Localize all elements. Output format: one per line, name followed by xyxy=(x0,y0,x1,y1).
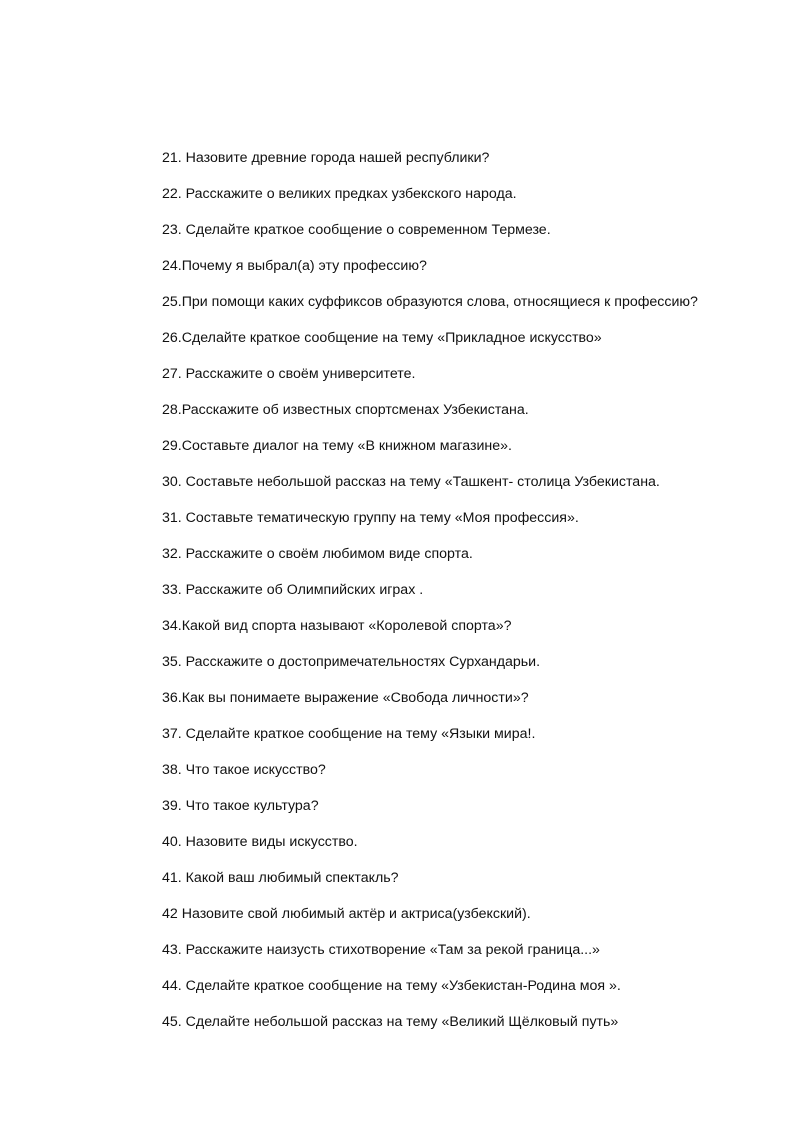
question-item: 23. Сделайте краткое сообщение о современном Термезе. xyxy=(162,222,551,238)
question-item: 26.Сделайте краткое сообщение на тему «Прикладное искусство» xyxy=(162,330,602,346)
question-item: 42 Назовите свой любимый актёр и актриса(узбекский). xyxy=(162,906,531,922)
question-item: 39. Что такое культура? xyxy=(162,798,319,814)
question-item: 35. Расскажите о достопримечательностях Сурхандарьи. xyxy=(162,654,541,670)
question-item: 31. Составьте тематическую группу на тему «Моя профессия». xyxy=(162,510,579,526)
question-item: 34.Какой вид спорта называют «Королевой спорта»? xyxy=(162,618,512,634)
question-item: 41. Какой ваш любимый спектакль? xyxy=(162,870,399,886)
question-item: 45. Сделайте небольшой рассказ на тему «Великий Щёлковый путь» xyxy=(162,1014,619,1030)
question-item: 29.Составьте диалог на тему «В книжном магазине». xyxy=(162,438,512,454)
question-item: 36.Как вы понимаете выражение «Свобода личности»? xyxy=(162,690,529,706)
question-item: 44. Сделайте краткое сообщение на тему «Узбекистан-Родина моя ». xyxy=(162,978,621,994)
question-item: 32. Расскажите о своём любимом виде спорта. xyxy=(162,546,473,562)
question-list xyxy=(162,147,762,1047)
question-item: 22. Расскажите о великих предках узбекского народа. xyxy=(162,186,517,202)
question-item: 40. Назовите виды искусство. xyxy=(162,834,358,850)
question-item: 33. Расскажите об Олимпийских играх . xyxy=(162,582,424,598)
question-item: 27. Расскажите о своём университете. xyxy=(162,366,416,382)
question-item: 21. Назовите древние города нашей республики? xyxy=(162,150,490,166)
question-item: 28.Расскажите об известных спортсменах Узбекистана. xyxy=(162,402,529,418)
question-item: 37. Сделайте краткое сообщение на тему «Языки мира!. xyxy=(162,726,536,742)
question-item: 38. Что такое искусство? xyxy=(162,762,326,778)
question-item: 30. Составьте небольшой рассказ на тему «Ташкент- столица Узбекистана. xyxy=(162,474,660,490)
question-item: 25.При помощи каких суффиксов образуются слова, относящиеся к профессию? xyxy=(162,294,698,310)
question-item: 24.Почему я выбрал(а) эту профессию? xyxy=(162,258,427,274)
question-item: 43. Расскажите наизусть стихотворение «Там за рекой граница...» xyxy=(162,942,600,958)
